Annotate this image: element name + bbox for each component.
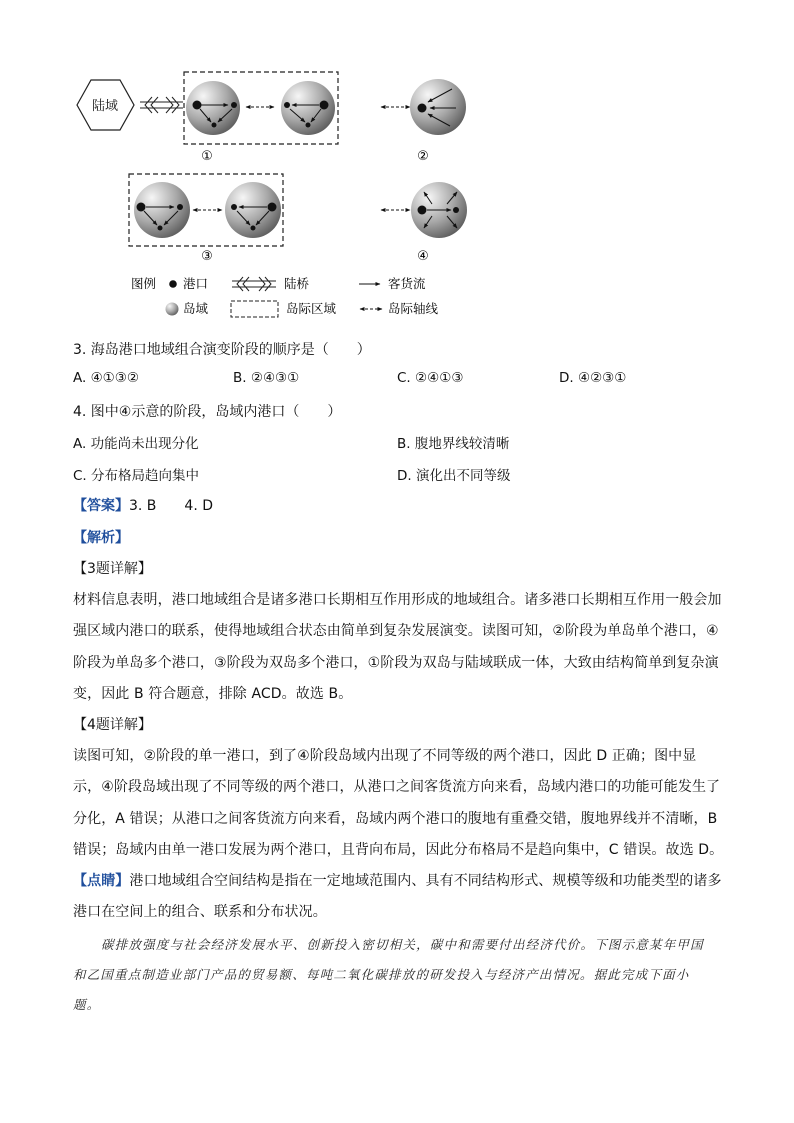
port-large xyxy=(193,101,202,110)
port-small xyxy=(212,123,217,128)
q4-option-c: C. 分布格局趋向集中 xyxy=(73,468,200,484)
legend-axis-label: 岛际轴线 xyxy=(388,301,439,316)
material-line: 碳排放强度与社会经济发展水平、创新投入密切相关，碳中和需要付出经济代价。下图示意某年甲国 xyxy=(101,937,704,952)
legend-title: 图例 xyxy=(131,276,157,291)
legend-island-label: 岛域 xyxy=(183,301,209,316)
legend-land-bridge-label: 陆桥 xyxy=(284,276,310,291)
answer-line xyxy=(73,495,213,515)
stage-label-1: ① xyxy=(201,149,213,164)
q3-option-a: A. ④①③② xyxy=(73,370,139,386)
material-line: 和乙国重点制造业部门产品的贸易额、每吨二氧化碳排放的研发投入与经济产出情况。据此完成下面小 xyxy=(73,967,690,982)
point-line: 港口在空间上的组合、联系和分布状况。 xyxy=(73,904,327,920)
port-large xyxy=(418,104,427,113)
analysis-label: 【解析】 xyxy=(73,530,129,546)
q4-option-b: B. 腹地界线较清晰 xyxy=(397,436,510,452)
port-small xyxy=(231,204,237,210)
port-large xyxy=(268,203,277,212)
q3-option-d: D. ④②③① xyxy=(559,370,627,386)
port-large xyxy=(320,101,329,110)
material-line: 题。 xyxy=(73,997,101,1012)
detail3-label: 【3题详解】 xyxy=(73,561,152,577)
legend-region-symbol xyxy=(231,301,278,317)
port-small xyxy=(306,123,311,128)
detail4-line: 错误；岛域内由单一港口发展为两个港口，且背向布局，因此分布格局不是趋向集中，C 错误。故选 D。 xyxy=(73,842,724,858)
port-small xyxy=(251,226,256,231)
detail4-label: 【4题详解】 xyxy=(73,717,152,733)
legend-port-label: 港口 xyxy=(183,276,209,291)
q4-option-d: D. 演化出不同等级 xyxy=(397,468,511,484)
port-large xyxy=(137,203,146,212)
detail3-line: 变，因此 B 符合题意，排除 ACD。故选 B。 xyxy=(73,686,353,702)
q3-option-c: C. ②④①③ xyxy=(397,370,464,386)
legend-region-label: 岛际区域 xyxy=(286,301,337,316)
question-3-stem: 3. 海岛港口地域组合演变阶段的顺序是（ ） xyxy=(73,342,371,358)
legend-flow-label: 客货流 xyxy=(388,276,426,291)
answer-label: 【答案】 xyxy=(73,498,129,514)
port-small xyxy=(177,204,183,210)
point-label: 【点睛】 xyxy=(73,873,130,889)
legend-land-bridge-symbol xyxy=(232,277,276,291)
port-small xyxy=(284,102,290,108)
question-4-stem: 4. 图中④示意的阶段，岛域内港口（ ） xyxy=(73,404,342,420)
point-text: 港口地域组合空间结构是指在一定地域范围内、具有不同结构形式、规模等级和功能类型的诸多 xyxy=(129,873,722,889)
answer-text: 3. B 4. D xyxy=(129,498,213,514)
stage-label-2: ② xyxy=(417,149,429,164)
stage-label-3: ③ xyxy=(201,249,213,264)
detail3-line: 材料信息表明，港口地域组合是诸多港口长期相互作用形成的地域组合。诸多港口长期相互作用一般会加 xyxy=(73,592,722,608)
detail4-line: 读图可知，②阶段的单一港口，到了④阶段岛域内出现了不同等级的两个港口，因此 D 正确；图中显 xyxy=(73,748,697,764)
stage-label-4: ④ xyxy=(417,249,429,264)
port-small xyxy=(231,102,237,108)
port-evolution-diagram xyxy=(0,0,794,330)
land-label: 陆域 xyxy=(91,99,119,114)
detail3-line: 强区域内港口的联系，使得地域组合状态由简单到复杂发展演变。读图可知，②阶段为单岛单个港口，④ xyxy=(73,623,719,639)
legend-island-symbol xyxy=(166,303,179,316)
point-line xyxy=(73,870,722,890)
detail4-line: 分化，A 错误；从港口之间客货流方向来看，岛域内两个港口的腹地有重叠交错，腹地界线并不清晰，B xyxy=(73,811,718,827)
port-small xyxy=(158,226,163,231)
port-large xyxy=(418,206,427,215)
legend-port-symbol xyxy=(169,280,177,288)
q4-option-a: A. 功能尚未出现分化 xyxy=(73,436,199,452)
detail3-line: 阶段为单岛多个港口，③阶段为双岛多个港口，①阶段为双岛与陆域联成一体，大致由结构简单到复杂演 xyxy=(73,655,719,671)
detail4-line: 示，④阶段岛域出现了不同等级的两个港口，从港口之间客货流方向来看，岛域内港口的功能可能发生了 xyxy=(73,779,721,795)
port-small xyxy=(453,207,459,213)
land-bridge-symbol xyxy=(140,97,183,113)
q3-option-b: B. ②④③① xyxy=(233,370,300,386)
